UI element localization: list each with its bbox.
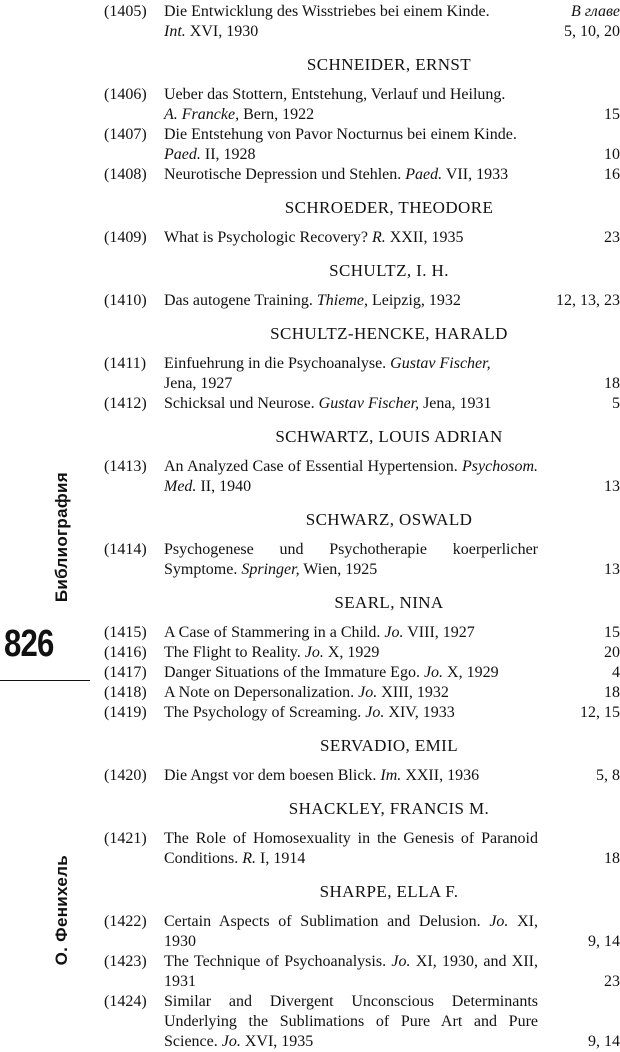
author-heading: SCHULTZ-HENCKE, HARALD: [270, 324, 508, 343]
entry-title: Die Entwicklung des Wisstriebes bei einem Kinde.: [164, 3, 490, 20]
entry-number: (1422): [104, 913, 147, 930]
entry-detail: XIV, 1933: [388, 704, 455, 721]
entry-detail: Jena, 1931: [423, 395, 492, 412]
entry-title: Schicksal und Neurose.: [164, 395, 315, 412]
entry-source: Jo.: [365, 704, 385, 721]
entry-number: (1423): [104, 953, 147, 970]
entry-pages: 23: [604, 229, 620, 246]
entry-number: (1405): [104, 3, 147, 20]
author-heading: SCHWARTZ, LOUIS ADRIAN: [275, 427, 503, 446]
entry-number: (1420): [104, 767, 147, 784]
entry-detail: II, 1928: [204, 146, 256, 163]
entry-title: Ueber das Stottern, Entstehung, Verlauf und Heilung.: [164, 86, 506, 103]
entry-source: R.: [242, 850, 257, 867]
entry-title: Die Angst vor dem boesen Blick.: [164, 767, 377, 784]
entry-pages: 5, 10, 20: [564, 23, 620, 40]
entry-detail: VII, 1933: [445, 166, 509, 183]
entry-number: (1419): [104, 704, 147, 721]
entry-pages: 12, 13, 23: [556, 292, 620, 309]
bibliography-entry: [98, 125, 620, 165]
bibliography-entry: [98, 354, 620, 394]
book-author-label: О. Фенихель: [52, 855, 71, 966]
entry-pages: 13: [604, 478, 620, 495]
section-label: Библиография: [52, 472, 71, 603]
entry-title: What is Psychologic Recovery?: [164, 229, 368, 246]
entry-title: The Role of Homosexuality in the Genesis of Paranoid Conditions.: [164, 830, 538, 867]
entry-detail: I, 1914: [260, 850, 306, 867]
page-number: 826: [4, 623, 54, 665]
entry-detail: XIII, 1932: [381, 684, 449, 701]
entry-detail: Leipzig, 1932: [371, 292, 461, 309]
entry-title: Similar and Divergent Unconscious Determinants Underlying the Sublimations of Pure Art and Pure Science.: [164, 993, 538, 1050]
entry-pages: 10: [604, 146, 620, 163]
entry-number: (1412): [104, 395, 147, 412]
entry-pages: 18: [604, 684, 620, 701]
entry-detail: Wien, 1925: [303, 561, 378, 578]
entry-source: Jo.: [489, 913, 509, 930]
bibliography-entry: [98, 2, 620, 42]
entry-pages: 5: [612, 395, 620, 412]
entry-number: (1416): [104, 644, 147, 661]
entry-detail: X, 1929: [327, 644, 380, 661]
author-heading: SERVADIO, EMIL: [319, 736, 459, 755]
bibliography-entry: [98, 663, 620, 683]
entry-source: Thieme,: [316, 292, 368, 309]
entry-number: (1424): [104, 993, 147, 1010]
entry-number: (1408): [104, 166, 147, 183]
entry-source: Gustav Fischer,: [318, 395, 420, 412]
entry-detail: XI, 1930: [164, 913, 538, 950]
entry-title: Certain Aspects of Sublimation and Delusion.: [164, 913, 481, 930]
bibliography-entry: [98, 643, 620, 663]
bibliography-entry: [98, 952, 620, 992]
entry-detail: XVI, 1930: [189, 23, 259, 40]
bibliography-entry: [98, 457, 620, 497]
entry-source: Jo.: [384, 624, 404, 641]
entry-detail: X, 1929: [447, 664, 499, 681]
entry-pages: 20: [604, 644, 620, 661]
entry-source: Jo.: [304, 644, 324, 661]
entry-title: A Case of Stammering in a Child.: [164, 624, 381, 641]
entry-detail: Bern, 1922: [243, 106, 315, 123]
entry-title: Neurotische Depression und Stehlen.: [164, 166, 402, 183]
entry-title: The Flight to Reality.: [164, 644, 301, 661]
bibliography-entry: [98, 683, 620, 703]
entry-detail: VIII, 1927: [407, 624, 475, 641]
page-number-rule: [0, 680, 90, 681]
entry-number: (1410): [104, 292, 147, 309]
author-heading: SCHWARZ, OSWALD: [305, 510, 473, 529]
author-heading: SEARL, NINA: [334, 593, 444, 612]
entry-source: A. Francke,: [164, 106, 240, 123]
entry-title: An Analyzed Case of Essential Hypertension.: [164, 458, 458, 475]
entry-source: Im.: [380, 767, 402, 784]
entry-number: (1417): [104, 664, 147, 681]
entry-number: (1409): [104, 229, 147, 246]
page-margin: [0, 0, 96, 991]
author-heading: SCHULTZ, I. H.: [329, 261, 449, 280]
entry-pages: 23: [604, 973, 620, 990]
bibliography-entry: [98, 703, 620, 723]
entry-number: (1421): [104, 830, 147, 847]
entry-pages: 13: [604, 561, 620, 578]
entry-title: Die Entstehung von Pavor Nocturnus bei einem Kinde.: [164, 126, 517, 143]
entry-number: (1406): [104, 86, 147, 103]
entry-source: R.: [371, 229, 386, 246]
entry-source: Int.: [164, 23, 186, 40]
author-heading: SHACKLEY, FRANCIS M.: [288, 799, 490, 818]
bibliography-entry: [98, 992, 620, 1052]
entry-title: Danger Situations of the Immature Ego.: [164, 664, 420, 681]
bibliography-entry: [98, 829, 620, 869]
entry-source: Jo.: [423, 664, 444, 681]
entry-pages-note: В главе: [570, 3, 620, 20]
bibliography-entry: [98, 394, 620, 414]
entry-title: A Note on Depersonalization.: [164, 684, 355, 701]
entry-number: (1413): [104, 458, 147, 475]
entry-number: (1418): [104, 684, 147, 701]
entry-pages: 5, 8: [596, 767, 620, 784]
entry-pages: 18: [604, 850, 620, 867]
entry-source: Paed.: [164, 146, 201, 163]
bibliography-entry: [98, 85, 620, 125]
bibliography-entry: [98, 291, 620, 311]
entry-title: The Technique of Psychoanalysis.: [164, 953, 387, 970]
bibliography-entry: [98, 912, 620, 952]
entry-pages: 9, 14: [588, 1033, 620, 1050]
entry-pages: 4: [612, 664, 620, 681]
bibliography-entry: [98, 228, 620, 248]
entry-title: Einfuehrung in die Psychoanalyse.: [164, 355, 387, 372]
entry-source: Psychosom. Med.: [164, 458, 539, 495]
entry-detail: II, 1940: [200, 478, 252, 495]
author-heading: SCHROEDER, THEODORE: [284, 198, 494, 217]
entry-pages: 9, 14: [588, 933, 620, 950]
bibliography-entry: [98, 766, 620, 786]
bibliography-entry: [98, 623, 620, 643]
entry-title: The Psychology of Screaming.: [164, 704, 362, 721]
entry-source: Jo.: [221, 1033, 241, 1050]
bibliography-entry: [98, 540, 620, 580]
entry-title: Das autogene Training.: [164, 292, 313, 309]
entry-pages: 18: [604, 375, 620, 392]
bibliography-column: [98, 0, 620, 1050]
entry-pages: 15: [604, 624, 620, 641]
entry-number: (1407): [104, 126, 147, 143]
entry-source: Paed.: [405, 166, 443, 183]
entry-number: (1414): [104, 541, 147, 558]
entry-source: Springer,: [241, 561, 300, 578]
entry-pages: 15: [604, 106, 620, 123]
entry-pages: 16: [604, 166, 620, 183]
entry-detail: XXII, 1936: [405, 767, 480, 784]
entry-source: Gustav Fischer,: [390, 355, 491, 372]
entry-title: Psychogenese und Psychotherapie koerperlicher Symptome.: [164, 541, 538, 578]
entry-source: Jo.: [391, 953, 411, 970]
bibliography-entry: [98, 165, 620, 185]
entry-number: (1411): [104, 355, 147, 372]
entry-number: (1415): [104, 624, 147, 641]
entry-detail: XXII, 1935: [389, 229, 464, 246]
author-heading: SCHNEIDER, ERNST: [306, 55, 472, 74]
author-heading: SHARPE, ELLA F.: [319, 882, 459, 901]
entry-source: Jo.: [358, 684, 378, 701]
entry-detail: XVI, 1935: [244, 1033, 314, 1050]
entry-detail: Jena, 1927: [164, 375, 233, 392]
entry-pages: 12, 15: [580, 704, 620, 721]
entry-detail: XI, 1930, and XII, 1931: [164, 953, 539, 990]
